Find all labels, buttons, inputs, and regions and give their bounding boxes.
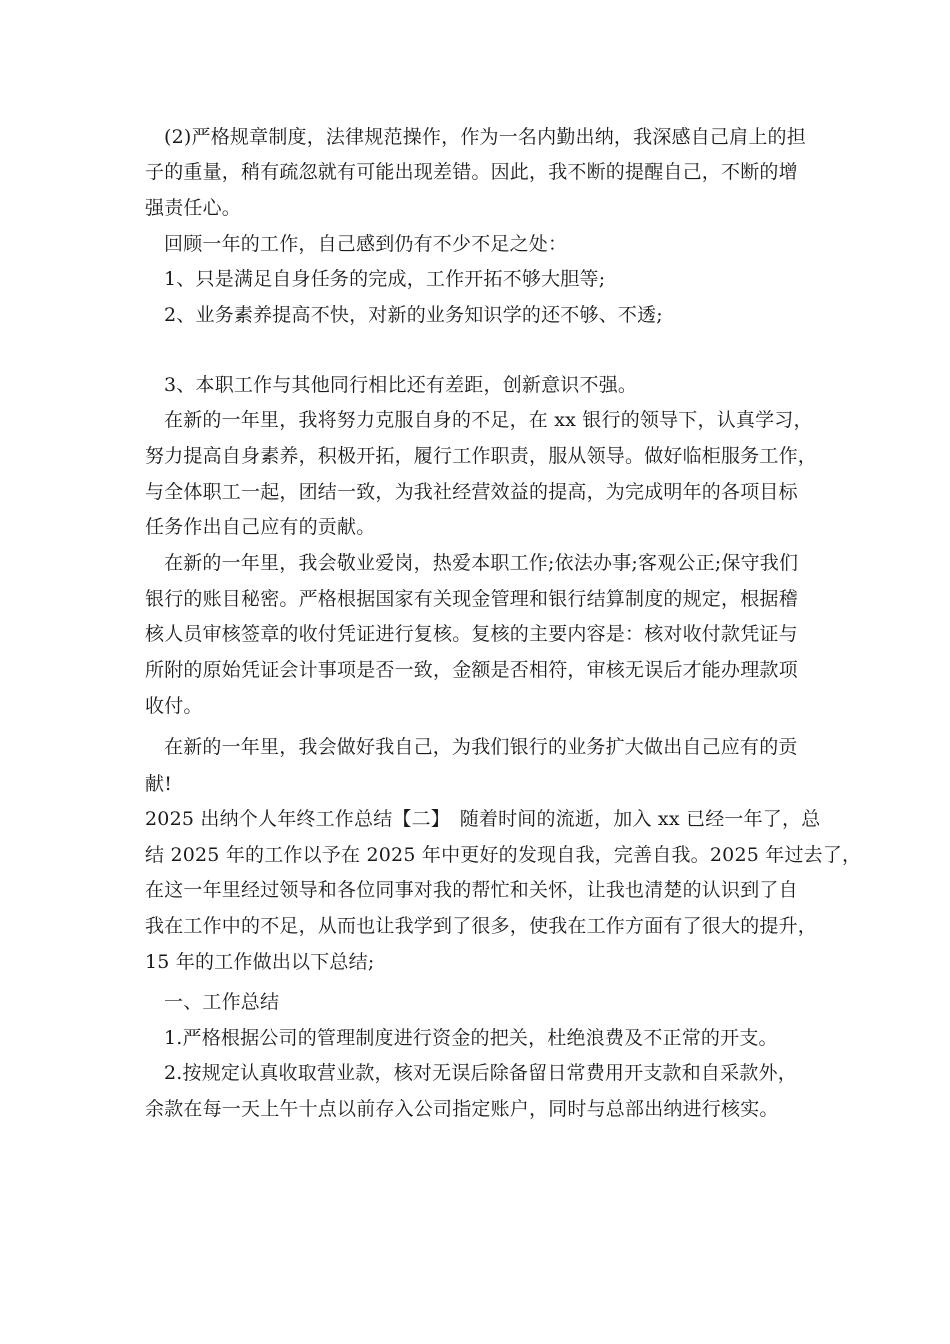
paragraph-line: 15 年的工作做出以下总结; [145,951,375,973]
paragraph-line: 献! [145,773,173,795]
paragraph-line: 核人员审核签章的收付凭证进行复核。复核的主要内容是：核对收付款凭证与 [145,623,798,645]
paragraph-line: 在这一年里经过领导和各位同事对我的帮忙和关怀，让我也清楚的认识到了自 [145,879,798,901]
paragraph-line: 银行的账目秘密。严格根据国家有关现金管理和银行结算制度的规定，根据稽 [145,588,798,610]
paragraph-line: 在新的一年里，我会敬业爱岗，热爱本职工作;依法办事;客观公正;保守我们 [164,552,799,574]
paragraph-line: (2)严格规章制度，法律规范操作，作为一名内勤出纳，我深感自己肩上的担 [164,126,806,148]
paragraph-line: 回顾一年的工作，自己感到仍有不少不足之处： [164,233,568,255]
paragraph-line: 强责任心。 [145,197,242,219]
paragraph-line: 余款在每一天上午十点以前存入公司指定账户，同时与总部出纳进行核实。 [145,1098,779,1120]
paragraph-line: 与全体职工一起，团结一致，为我社经营效益的提高，为完成明年的各项目标 [145,481,798,503]
paragraph-line: 在新的一年里，我将努力克服自身的不足，在 xx 银行的领导下，认真学习， [164,409,813,431]
list-item: 3、本职工作与其他同行相比还有差距，创新意识不强。 [164,374,638,396]
subheading: 一、工作总结 [164,991,280,1013]
list-item: 2.按规定认真收取营业款，核对无误后除备留日常费用开支款和自采款外， [164,1062,797,1084]
paragraph-line: 我在工作中的不足，从而也让我学到了很多，使我在工作方面有了很大的提升， [145,915,818,937]
paragraph-line: 子的重量，稍有疏忽就有可能出现差错。因此，我不断的提醒自己，不断的增 [145,161,798,183]
paragraph-line: 所附的原始凭证会计事项是否一致，金额是否相符，审核无误后才能办理款项 [145,659,798,681]
paragraph-line: 任务作出自己应有的贡献。 [145,516,376,538]
list-item: 2、业务素养提高不快，对新的业务知识学的还不够、不透; [164,304,663,326]
section-title-line: 2025 出纳个人年终工作总结【二】 随着时间的流逝，加入 xx 已经一年了，总 [145,808,821,830]
list-item: 1.严格根据公司的管理制度进行资金的把关，杜绝浪费及不正常的开支。 [164,1027,778,1049]
list-item: 1、只是满足自身任务的完成，工作开拓不够大胆等; [164,268,606,290]
paragraph-line: 努力提高自身素养，积极开拓，履行工作职责，服从领导。做好临柜服务工作， [145,445,818,467]
paragraph-line: 结 2025 年的工作以予在 2025 年中更好的发现自我，完善自我。2025 年过去了， [145,844,862,866]
paragraph-line: 在新的一年里，我会做好我自己，为我们银行的业务扩大做出自己应有的贡 [164,736,798,758]
paragraph-line: 收付。 [145,695,203,717]
